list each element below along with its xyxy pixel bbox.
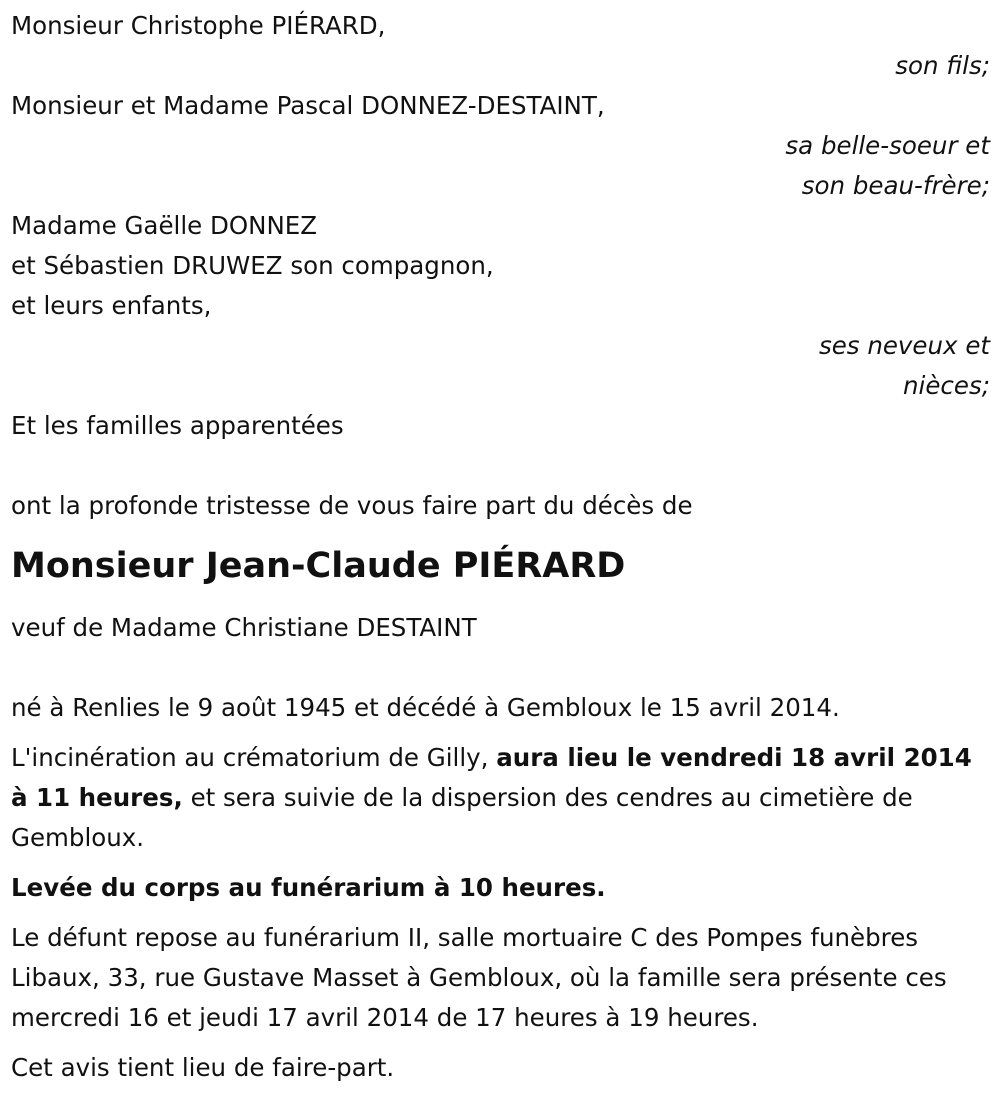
family-relation: son beau-frère; bbox=[801, 171, 990, 200]
family-group-nephews bbox=[11, 206, 990, 406]
levee-text: Levée du corps au funérarium à 10 heures. bbox=[11, 873, 606, 902]
family-name-line: Monsieur Christophe PIÉRARD, bbox=[11, 11, 386, 40]
widower-of: veuf de Madame Christiane DESTAINT bbox=[11, 613, 477, 642]
family-relation: sa belle-soeur et bbox=[785, 131, 990, 160]
cremation-tail: et sera suivie de la dispersion des cendres au cimetière de Gembloux. bbox=[11, 783, 913, 852]
birth-death-dates: né à Renlies le 9 août 1945 et décédé à Gembloux le 15 avril 2014. bbox=[11, 693, 840, 722]
visitation-details: Le défunt repose au funérarium II, salle mortuaire C des Pompes funèbres Libaux, 33, rue Gustave Masset à Gembloux, où la famille sera présente ces mercredi 16 et jeudi 17 avril 2014 de 17 heures à 19 heures. bbox=[11, 923, 947, 1032]
closing-note: Cet avis tient lieu de faire-part. bbox=[11, 1053, 395, 1082]
obituary-notice bbox=[11, 6, 990, 1088]
deceased-name: Monsieur Jean-Claude PIÉRARD bbox=[11, 546, 626, 586]
family-name-line: Madame Gaëlle DONNEZ bbox=[11, 211, 318, 240]
announcement-text: ont la profonde tristesse de vous faire part du décès de bbox=[11, 491, 693, 520]
cremation-date-time: aura lieu le vendredi 18 avril 2014 à 11 heures, bbox=[11, 743, 972, 812]
cremation-lead: L'incinération au crématorium de Gilly, bbox=[11, 743, 497, 772]
related-families: Et les familles apparentées bbox=[11, 411, 344, 440]
family-name-line: et leurs enfants, bbox=[11, 291, 212, 320]
family-group-son bbox=[11, 6, 990, 86]
family-relation: nièces; bbox=[903, 371, 990, 400]
family-relation: ses neveux et bbox=[818, 331, 990, 360]
cremation-details bbox=[11, 738, 990, 858]
family-name-line: et Sébastien DRUWEZ son compagnon, bbox=[11, 251, 494, 280]
family-group-in-laws bbox=[11, 86, 990, 206]
levee-du-corps bbox=[11, 868, 990, 908]
family-relation: son fils; bbox=[895, 51, 990, 80]
family-name-line: Monsieur et Madame Pascal DONNEZ-DESTAINT, bbox=[11, 91, 605, 120]
